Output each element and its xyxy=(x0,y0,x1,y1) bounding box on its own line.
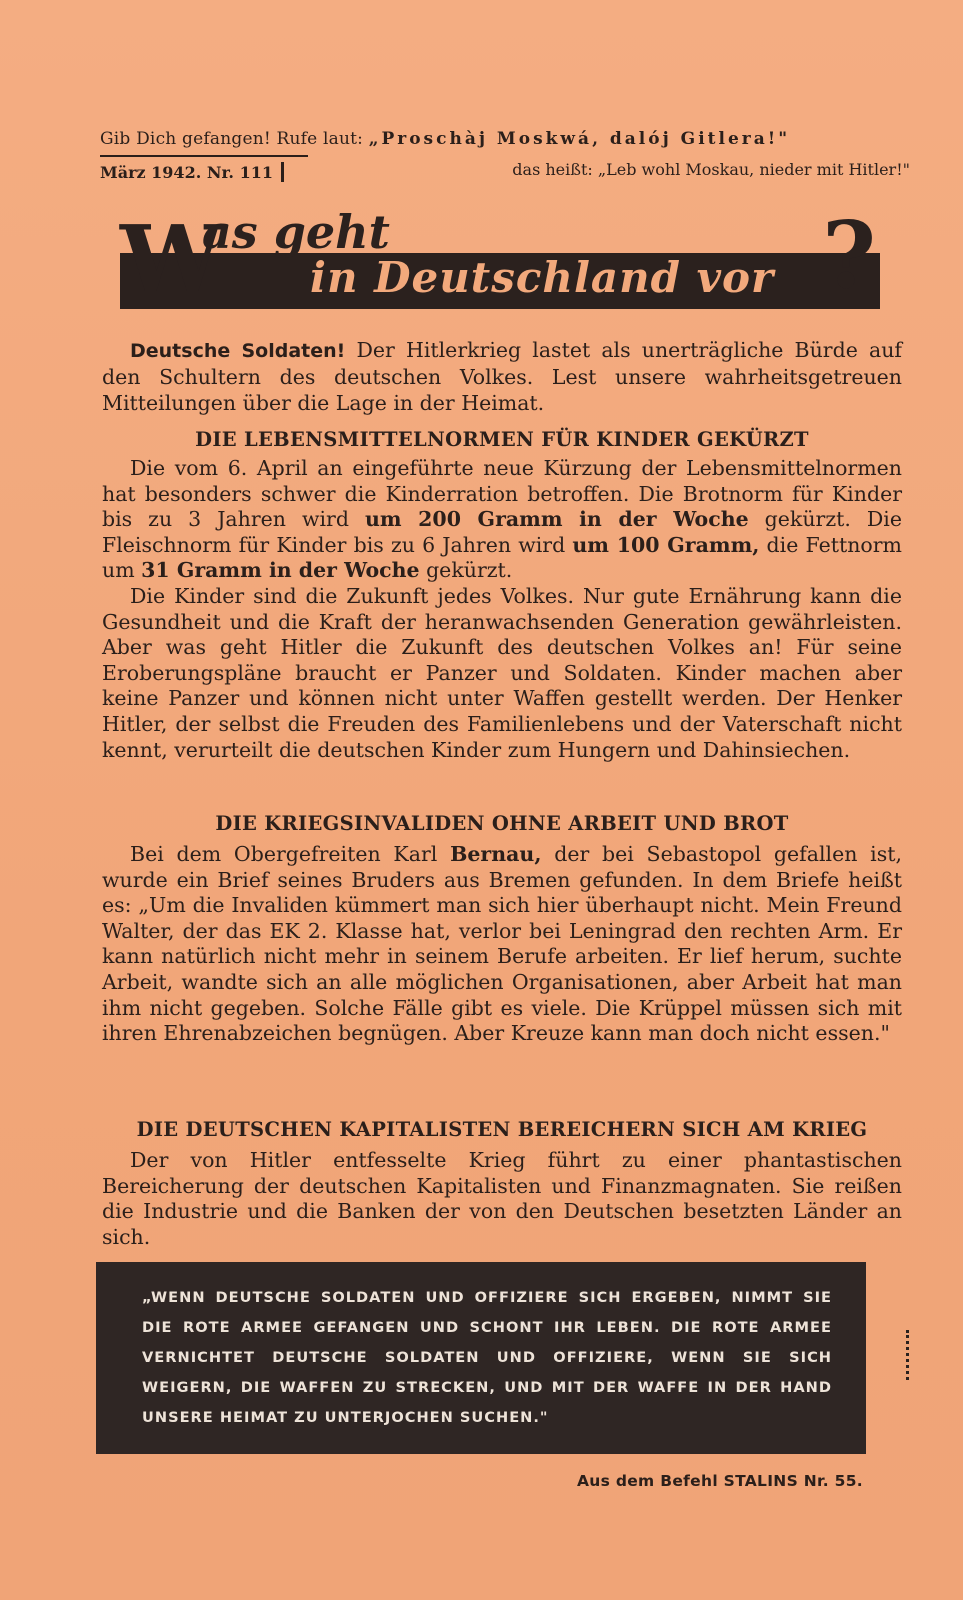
food-text-c: gekürzt. Die Fleischnorm für Kinder bis zu 6 Jahren wird xyxy=(102,507,902,557)
food-paragraph-2: Die Kinder sind die Zukunft jedes Volkes. Nur gute Ernährung kann die Gesundheit und die Kraft der heranwachsenden Generation gewährleisten. Aber was geht Hitler die Zukunft des deutschen Volkes an! Für seine Eroberungspläne braucht er Panzer und Soldaten. Kinder machen aber keine Panzer und können nicht unter Waffen gestellt werden. Der Henker Hitler, der selbst die Freuden des Familienlebens und der Vaterschaft nicht kennt, verurteilt die deutschen Kinder zum Hungern und Dahinsiechen. xyxy=(102,583,902,762)
phrase-translation: das heißt: „Leb wohl Moskau, nieder mit Hitler!" xyxy=(512,160,910,179)
food-bold-meat: um 100 Gramm, xyxy=(572,532,760,557)
margin-mark xyxy=(906,1330,913,1380)
issue-number xyxy=(100,162,284,182)
section-body-invalids xyxy=(102,842,902,1047)
surrender-phrase: „Proschàj Moskwá, dalój Gitlera!" xyxy=(368,129,791,149)
section-heading-food: DIE LEBENSMITTELNORMEN FÜR KINDER GEKÜRZT xyxy=(195,428,809,451)
food-bold-bread: um 200 Gramm in der Woche xyxy=(364,507,749,532)
food-text-a: Die vom 6. April an eingeführte neue Kürzung der Lebensmittelnormen hat besonders schwer die Kinderration betroffen. Die Brotnorm für Kinder bis zu 3 Jahren wird xyxy=(102,456,902,532)
food-text-g: gekürzt. xyxy=(419,558,513,583)
issue-label: März 1942. Nr. 111 xyxy=(100,163,273,182)
surrender-call xyxy=(100,128,910,150)
section-heading-invalids: DIE KRIEGSINVALIDEN OHNE ARBEIT UND BROT xyxy=(215,812,789,835)
intro-text: Der Hitlerkrieg lastet als unerträgliche Bürde auf den Schultern des deutschen Volkes. Lest unsere wahrheitsgetreuen Mitteilungen über die Lage in der Heimat. xyxy=(102,338,902,415)
issue-divider xyxy=(281,162,284,182)
surrender-call-prefix: Gib Dich gefangen! Rufe laut: xyxy=(100,129,369,149)
masthead-initial: W xyxy=(120,205,224,313)
quote-source: Aus dem Befehl STALINS Nr. 55. xyxy=(577,1472,863,1490)
food-paragraph-1 xyxy=(102,456,902,584)
stalin-quote: „WENN DEUTSCHE SOLDATEN UND OFFIZIERE SICH ERGEBEN, NIMMT SIE DIE ROTE ARMEE GEFANGEN UND SCHONT IHR LEBEN. DIE ROTE ARMEE VERNICHTET DEUTSCHE SOLDATEN UND OFFIZIERE, WENN SIE SICH WEIGERN, DIE WAFFEN ZU STRECKEN, UND MIT DER WAFFE IN DER HAND UNSERE HEIMAT ZU UNTERJOCHEN SUCHEN." xyxy=(142,1289,832,1426)
masthead xyxy=(120,201,880,313)
capitalists-paragraph: Der von Hitler entfesselte Krieg führt zu einer phantastischen Bereicherung der deutschen Kapitalisten und Finanzmagnaten. Sie reißen die Industrie und die Banken der von den Deutschen besetzten Länder an sich. xyxy=(102,1148,902,1249)
invalids-paragraph xyxy=(102,842,902,1047)
intro-lead: Deutsche Soldaten! xyxy=(130,340,346,362)
masthead-line-2: in Deutschland vor xyxy=(310,253,775,302)
section-body-food xyxy=(102,456,902,763)
food-text-e: die Fettnorm um xyxy=(102,532,902,583)
masthead-line-1: as geht xyxy=(202,205,390,259)
masthead-question-mark: ? xyxy=(822,201,876,309)
invalids-bold-name: Bernau, xyxy=(450,842,542,866)
invalids-text-c: der bei Sebastopol gefallen ist, wurde ein Brief seines Bruders aus Bremen gefunden. In dem Briefe heißt es: „Um die Invaliden kümmert man sich hier überhaupt nicht. Mein Freund Walter, der das EK 2. Klasse hat, verlor bei Leningrad den rechten Arm. Er kann natürlich nicht mehr in seinem Berufe arbeiten. Er lief herum, suchte Arbeit, wandte sich an alle möglichen Organisationen, aber Arbeit hat man ihm nicht gegeben. Solche Fälle gibt es viele. Die Krüppel müssen sich mit ihren Ehrenabzeichen begnügen. Aber Kreuze kann man doch nicht essen." xyxy=(102,842,903,1046)
section-body-capitalists xyxy=(102,1148,902,1250)
intro-paragraph xyxy=(102,337,902,416)
food-bold-fat: 31 Gramm in der Woche xyxy=(141,558,420,583)
section-heading-capitalists: DIE DEUTSCHEN KAPITALISTEN BEREICHERN SICH AM KRIEG xyxy=(136,1118,868,1141)
header-rule xyxy=(100,155,308,157)
invalids-text-a: Bei dem Obergefreiten Karl xyxy=(130,842,451,866)
